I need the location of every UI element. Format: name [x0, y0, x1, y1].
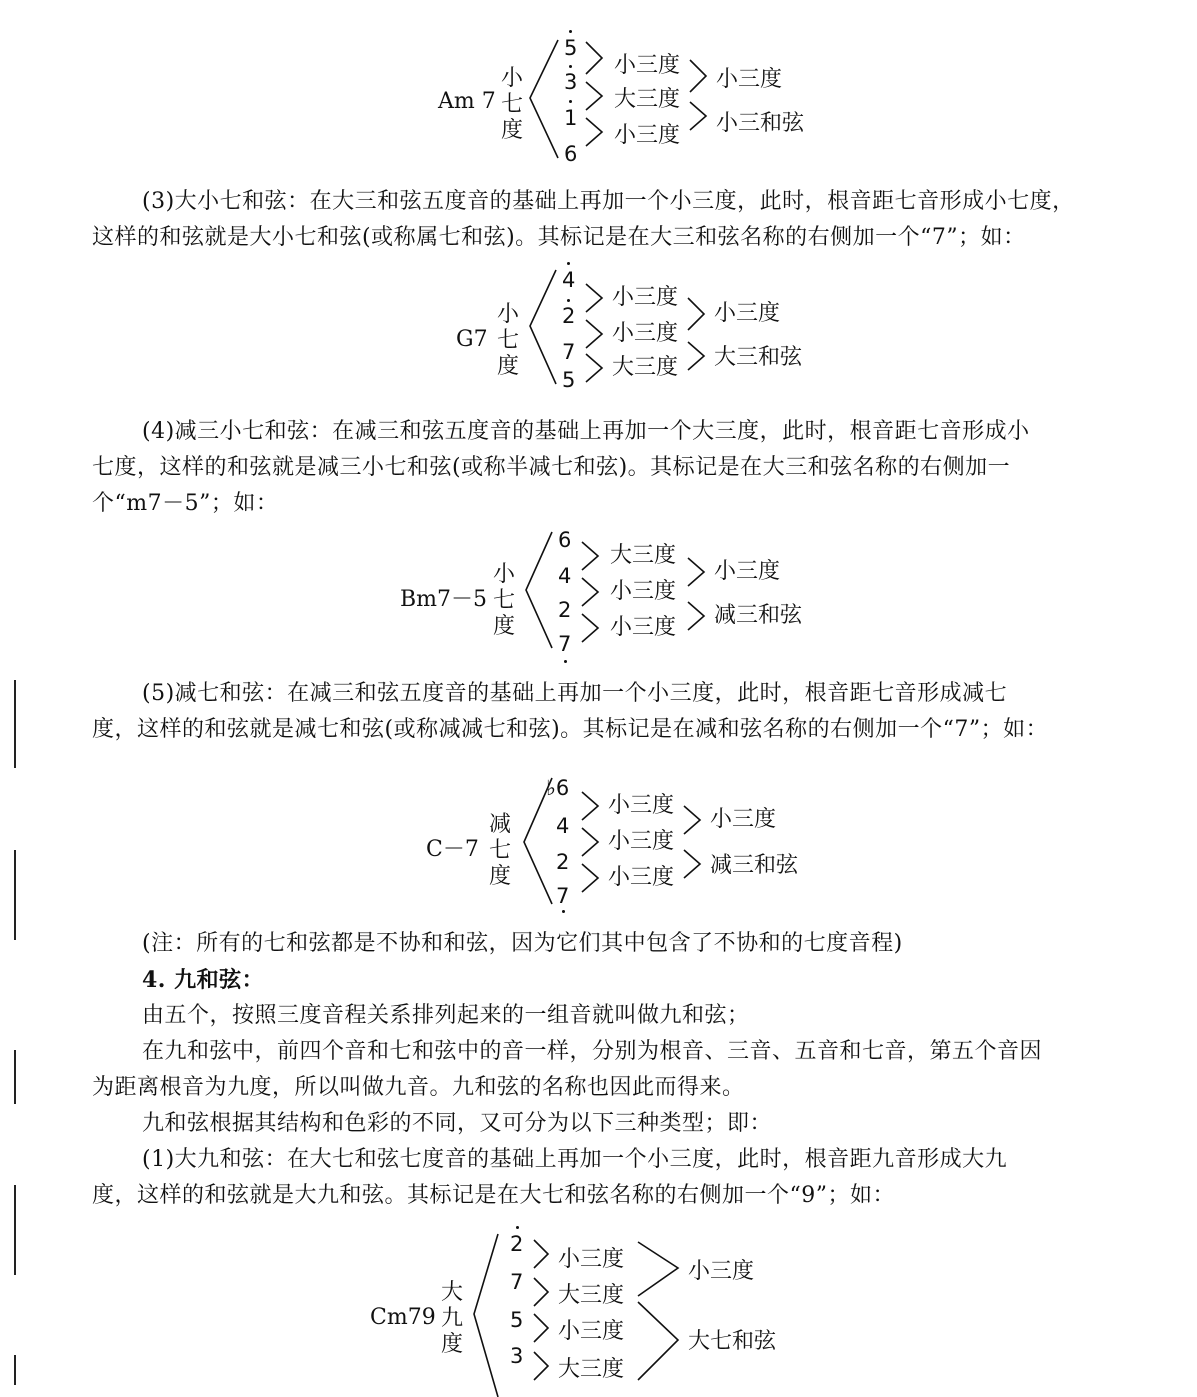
- chord-type-label: 大七和弦: [688, 1329, 777, 1354]
- paragraph-line: (1)大九和弦：在大七和弦七度音的基础上再加一个小三度，此时，根音距九音形成大九: [142, 1147, 1008, 1172]
- interval-label: 小三度: [558, 1319, 625, 1344]
- chord-symbol: G7: [456, 327, 488, 352]
- interval-label: 小三度: [612, 285, 679, 310]
- paragraph-half-diminished: [92, 414, 1082, 522]
- chord-type-label: 大三和弦: [714, 345, 803, 370]
- chord-symbol: Cm79: [370, 1305, 436, 1330]
- interval-label: 大三度: [614, 87, 681, 112]
- octave-dot-below: [564, 660, 567, 663]
- interval-label: 小三度: [716, 67, 783, 92]
- chord-note: 7: [558, 632, 572, 656]
- chord-symbol: Bm7－5: [400, 587, 488, 612]
- interval-label: 小三度: [610, 615, 677, 640]
- interval-label: 大三度: [558, 1357, 625, 1382]
- chord-note: 3: [564, 70, 578, 94]
- octave-dot: [569, 65, 572, 68]
- octave-dot: [569, 100, 572, 103]
- interval-label: 大三度: [558, 1283, 625, 1308]
- chord-note: 2: [562, 304, 576, 328]
- chord-note: 5: [564, 36, 578, 60]
- interval-label: 小三度: [614, 53, 681, 78]
- chord-note: 7: [556, 884, 570, 908]
- octave-dot: [516, 1226, 519, 1229]
- interval-label: 大三度: [610, 543, 677, 568]
- interval-label-vertical: 大 九 度: [440, 1280, 463, 1357]
- chord-note: 4: [556, 814, 570, 838]
- chord-diagram-am7: [438, 30, 838, 170]
- paragraph-line: 为距离根音为九度，所以叫做九音。九和弦的名称也因此而得来。: [92, 1075, 745, 1100]
- interval-label: 小三度: [608, 829, 675, 854]
- chord-diagram-bm7-5: [400, 524, 830, 664]
- interval-label: 小三度: [558, 1247, 625, 1272]
- octave-dot: [567, 262, 570, 265]
- chord-note: 2: [556, 850, 570, 874]
- paragraph-diminished-seventh: [92, 676, 1082, 748]
- octave-dot: [569, 30, 572, 33]
- paragraph-line: 七度，这样的和弦就是减三小七和弦(或称半减七和弦)。其标记是在大三和弦名称的右侧加一: [92, 455, 1011, 480]
- chord-note: 6: [558, 528, 572, 552]
- margin-line: [14, 850, 16, 940]
- chord-note: 7: [562, 340, 576, 364]
- margin-line: [14, 1185, 16, 1275]
- chord-note: 2: [510, 1232, 524, 1256]
- chord-note: 2: [558, 598, 572, 622]
- octave-dot: [567, 299, 570, 302]
- chord-type-label: 小三和弦: [716, 111, 805, 136]
- chord-type-label: 减三和弦: [714, 603, 803, 628]
- chord-note: 6: [564, 142, 578, 166]
- chord-note: 1: [564, 106, 578, 130]
- interval-label: 小三度: [614, 123, 681, 148]
- octave-dot-below: [562, 910, 565, 913]
- interval-label: 小三度: [608, 793, 675, 818]
- chord-symbol: Am 7: [438, 89, 496, 114]
- interval-label: 小三度: [612, 321, 679, 346]
- chord-note: 3: [510, 1344, 524, 1368]
- margin-line: [14, 1355, 16, 1385]
- interval-label-vertical: 减 七 度: [488, 812, 511, 889]
- paragraph-dominant-seventh: [92, 184, 1082, 256]
- chord-note: 4: [562, 268, 576, 292]
- interval-label: 小三度: [608, 865, 675, 890]
- paragraph-line: 个“m7－5”；如：: [92, 491, 279, 516]
- paragraph-line: 在九和弦中，前四个音和七和弦中的音一样，分别为根音、三音、五音和七音，第五个音因: [142, 1039, 1043, 1064]
- chord-diagram-c-7: [426, 770, 826, 920]
- note-line: (注：所有的七和弦都是不协和和弦，因为它们其中包含了不协和的七度音程): [142, 931, 903, 956]
- ninth-chord-section: [92, 926, 1082, 1214]
- chord-symbol: C－7: [426, 837, 479, 862]
- paragraph-line: (5)减七和弦：在减三和弦五度音的基础上再加一个小三度，此时，根音距七音形成减七: [142, 681, 1008, 706]
- interval-label: 大三度: [612, 355, 679, 380]
- margin-line: [14, 680, 16, 768]
- paragraph-line: 度，这样的和弦就是减七和弦(或称减减七和弦)。其标记是在减和弦名称的右侧加一个“7”；如：: [92, 717, 1049, 742]
- chord-note: 5: [562, 368, 576, 392]
- paragraph-line: (4)减三小七和弦：在减三和弦五度音的基础上再加一个大三度，此时，根音距七音形成小: [142, 419, 1030, 444]
- chord-type-label: 减三和弦: [710, 853, 799, 878]
- section-heading: 4. 九和弦：: [142, 967, 265, 993]
- chord-note: 5: [510, 1308, 524, 1332]
- interval-label: 小三度: [714, 301, 781, 326]
- chord-note: ♭6: [546, 776, 570, 800]
- margin-line: [14, 1050, 16, 1104]
- chord-note: 7: [510, 1270, 524, 1294]
- chord-note: 4: [558, 564, 572, 588]
- paragraph-line: 由五个，按照三度音程关系排列起来的一组音就叫做九和弦；: [142, 1003, 750, 1028]
- chord-diagram-g7: [456, 262, 836, 392]
- interval-label-vertical: 小 七 度: [496, 302, 519, 379]
- chord-diagram-cm79: [370, 1224, 800, 1397]
- interval-label: 小三度: [610, 579, 677, 604]
- interval-label: 小三度: [688, 1259, 755, 1284]
- paragraph-line: 度，这样的和弦就是大九和弦。其标记是在大七和弦名称的右侧加一个“9”；如：: [92, 1183, 895, 1208]
- interval-label: 小三度: [714, 559, 781, 584]
- interval-label-vertical: 小 七 度: [492, 562, 515, 639]
- paragraph-line: 这样的和弦就是大小七和弦(或称属七和弦)。其标记是在大三和弦名称的右侧加一个“7”；如：: [92, 225, 1026, 250]
- interval-label-vertical: 小 七 度: [500, 66, 523, 143]
- interval-label: 小三度: [710, 807, 777, 832]
- paragraph-line: (3)大小七和弦：在大三和弦五度音的基础上再加一个小三度，此时，根音距七音形成小七度，: [142, 189, 1075, 214]
- paragraph-line: 九和弦根据其结构和色彩的不同，又可分为以下三种类型；即：: [142, 1111, 773, 1136]
